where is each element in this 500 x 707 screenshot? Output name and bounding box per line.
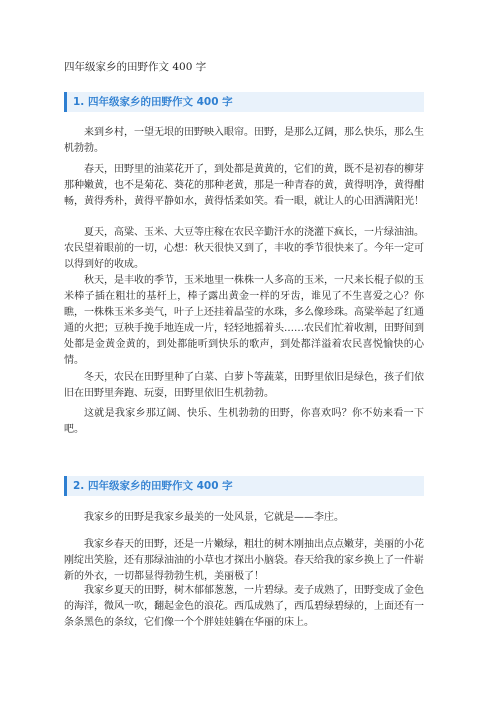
paragraph: 我家乡夏天的田野，树木郁郁葱葱，一片碧绿。麦子成熟了，田野变成了金色的海洋，微风一吹，翻起金色的浪花。西瓜成熟了，西瓜碧绿碧绿的，上面还有一条条黑色的条纹，它们像一个个胖娃娃躺在华丽的床上。 xyxy=(64,585,424,628)
document-title: 四年级家乡的田野作文 400 字 xyxy=(64,61,207,73)
paragraph: 春天，田野里的油菜花开了，到处都是黄黄的，它们的黄，既不是初春的柳芽那种嫩黄，也不是菊花、葵花的那种老黄，那是一种青春的黄，黄得明净，黄得酣畅，黄得秀朴，黄得平静如水，黄得恬柔如笑。看一眼，就让人的心田洒满阳光！ xyxy=(64,164,424,207)
paragraph: 我家乡的田野是我家乡最美的一处风景，它就是——李庄。 xyxy=(84,512,344,523)
section-heading-1-text: 1. 四年级家乡的田野作文 400 字 xyxy=(73,96,233,108)
paragraph: 我家乡春天的田野，还是一片嫩绿，粗壮的树木刚抽出点点嫩芽，美丽的小花刚绽出笑脸，还有那绿油油的小草也才探出小脑袋。春天给我的家乡换上了一件崭新的外衣，一切都显得勃勃生机，美丽极了！ xyxy=(64,539,424,582)
paragraph: 这就是我家乡那辽阔、快乐、生机勃勃的田野，你喜欢吗？你不妨来看一下吧。 xyxy=(64,408,424,435)
section-heading-2 xyxy=(64,476,424,496)
section-heading-2-text: 2. 四年级家乡的田野作文 400 字 xyxy=(73,480,233,492)
section-heading-1 xyxy=(64,92,424,112)
paragraph: 秋天，是丰收的季节，玉米地里一株株一人多高的玉米，一尺来长棍子似的玉米棒子插在粗壮的基杆上，棒子露出黄金一样的牙齿，谁见了不生喜爱之心？你瞧，一株株玉米多美气，叶子上还挂着晶莹的水珠，多么像珍珠。高粱举起了红通通的火把；豆秧手挽手地连成一片，轻轻地摇着头……农民们忙着收割，田野间到处都是金黄金黄的，到处都能听到快乐的歌声，到处都洋溢着农民喜悦愉快的心情。 xyxy=(64,275,424,366)
paragraph: 冬天，农民在田野里种了白菜、白萝卜等蔬菜，田野里依旧是绿色，孩子们依旧在田野里奔跑、玩耍，田野里依旧生机勃勃。 xyxy=(64,372,424,399)
paragraph: 来到乡村，一望无垠的田野映入眼帘。田野，是那么辽阔，那么快乐，那么生机勃勃。 xyxy=(64,127,424,154)
paragraph: 夏天，高粱、玉米、大豆等庄稼在农民辛勤汗水的浇灌下疯长，一片绿油油。农民望着眼前的一切，心想：秋天很快又到了，丰收的季节很快来了。今年一定可以得到好的收成。 xyxy=(64,227,424,270)
